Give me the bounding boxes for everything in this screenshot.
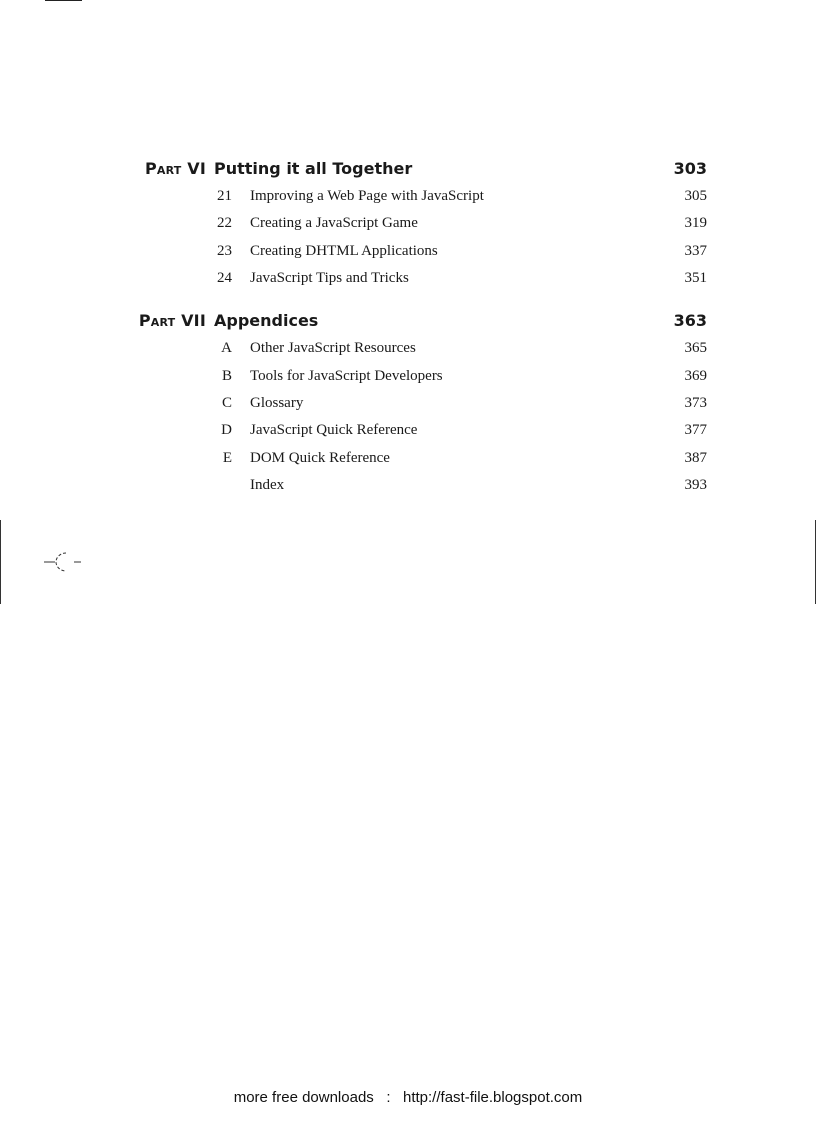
toc-entry [0, 422, 816, 444]
footer-text: more free downloads [233, 1089, 374, 1106]
chapter-number: B [221, 368, 232, 384]
chapter-title: Improving a Web Page with JavaScript [250, 188, 484, 204]
part-label: Part VI [144, 159, 206, 178]
chapter-title: DOM Quick Reference [250, 450, 390, 466]
chapter-number: 22 [217, 215, 232, 231]
chapter-title: JavaScript Quick Reference [250, 422, 418, 438]
part-label: Part VII [138, 311, 206, 330]
chapter-page-number: 337 [684, 243, 707, 259]
chapter-number: 24 [217, 270, 232, 286]
toc-entry [0, 340, 816, 362]
chapter-title: Other JavaScript Resources [250, 340, 416, 356]
chapter-number: 21 [217, 188, 232, 204]
chapter-page-number: 387 [684, 450, 707, 466]
chapter-title: Index [250, 477, 285, 493]
part-heading [0, 311, 816, 335]
chapter-page-number: 319 [684, 215, 707, 231]
chapter-title: JavaScript Tips and Tricks [250, 270, 409, 286]
chapter-number: E [222, 450, 232, 466]
crop-mark-top [45, 0, 82, 1]
chapter-page-number: 377 [684, 422, 707, 438]
chapter-title: Creating a JavaScript Game [250, 215, 418, 231]
chapter-page-number: 305 [684, 188, 707, 204]
toc-entry [0, 368, 816, 390]
toc-entry [0, 270, 816, 292]
chapter-page-number: 369 [684, 368, 707, 384]
chapter-page-number: 365 [684, 340, 707, 356]
part-heading [0, 159, 816, 183]
part-page-number: 303 [673, 159, 707, 178]
chapter-number: C [221, 395, 232, 411]
chapter-number: 23 [217, 243, 232, 259]
part-title: Putting it all Together [214, 159, 413, 178]
chapter-number: D [221, 422, 232, 438]
toc-entry [0, 188, 816, 210]
crop-mark-left [0, 520, 1, 604]
chapter-page-number: 351 [684, 270, 707, 286]
chapter-page-number: 393 [684, 477, 707, 493]
footer-separator: : [386, 1089, 391, 1106]
chapter-title: Tools for JavaScript Developers [250, 368, 443, 384]
chapter-page-number: 373 [684, 395, 707, 411]
footer-download-note [0, 1089, 816, 1106]
toc-entry [0, 215, 816, 237]
toc-entry [0, 243, 816, 265]
toc-entry [0, 450, 816, 472]
toc-entry [0, 395, 816, 417]
registration-mark-icon [44, 550, 84, 576]
chapter-title: Creating DHTML Applications [250, 243, 438, 259]
part-page-number: 363 [673, 311, 707, 330]
chapter-number: A [221, 340, 232, 356]
chapter-title: Glossary [250, 395, 304, 411]
part-title: Appendices [214, 311, 319, 330]
toc-entry [0, 477, 816, 499]
footer-url-link[interactable]: http://fast-file.blogspot.com [403, 1089, 583, 1106]
